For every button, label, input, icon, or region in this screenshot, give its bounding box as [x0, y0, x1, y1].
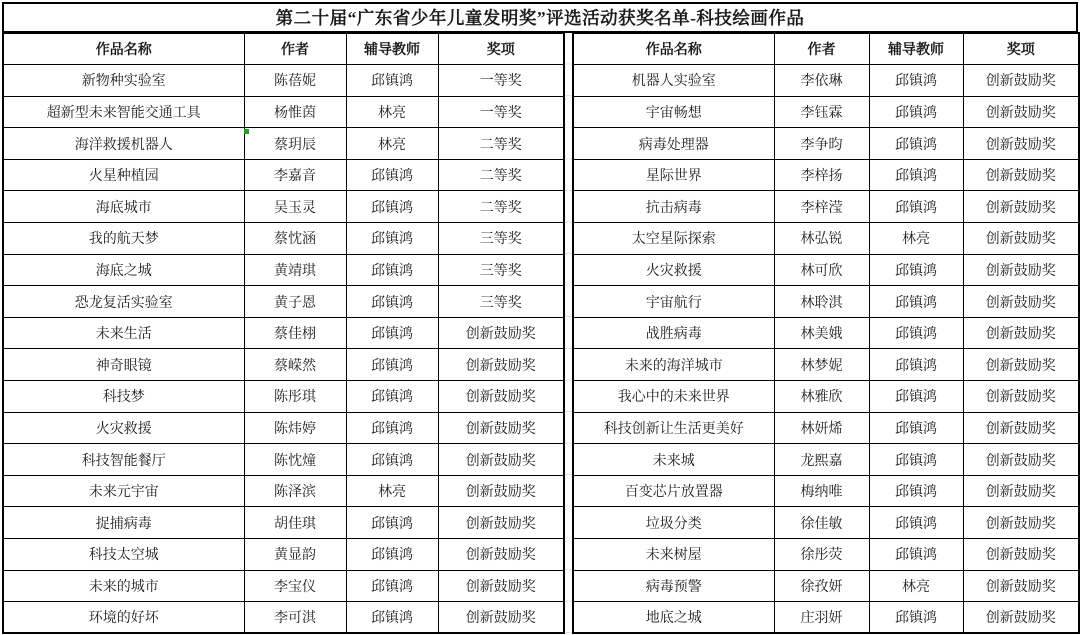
teacher-cell: 邱镇鸿	[346, 602, 438, 634]
teacher-cell: 林亮	[869, 223, 963, 255]
author-cell: 蔡玥辰	[244, 128, 346, 160]
table-row	[3, 223, 564, 255]
teacher-cell: 邱镇鸿	[346, 254, 438, 286]
author-cell: 蔡佳栩	[244, 317, 346, 349]
award-cell: 三等奖	[438, 286, 564, 318]
work-name-cell: 机器人实验室	[573, 65, 774, 97]
award-cell: 一等奖	[438, 96, 564, 128]
column-header-award: 奖项	[963, 33, 1079, 65]
author-cell: 杨惟茵	[244, 96, 346, 128]
work-name-cell: 海底之城	[3, 254, 244, 286]
author-cell: 黄子恩	[244, 286, 346, 318]
table-row	[573, 444, 1079, 476]
teacher-cell: 邱镇鸿	[346, 223, 438, 255]
header-row	[3, 33, 564, 65]
work-name-cell: 未来树屋	[573, 539, 774, 571]
author-cell: 胡佳琪	[244, 507, 346, 539]
table-row	[573, 412, 1079, 444]
teacher-cell: 邱镇鸿	[346, 507, 438, 539]
work-name-cell: 神奇眼镜	[3, 349, 244, 381]
awards-table-right	[572, 32, 1080, 634]
cell-note-marker	[244, 129, 249, 134]
author-cell: 林聆淇	[774, 286, 869, 318]
teacher-cell: 邱镇鸿	[869, 507, 963, 539]
award-cell: 创新鼓励奖	[963, 349, 1079, 381]
award-cell: 创新鼓励奖	[438, 570, 564, 602]
work-name-cell: 百变芯片放置器	[573, 475, 774, 507]
work-name-cell: 科技梦	[3, 381, 244, 413]
teacher-cell: 邱镇鸿	[869, 65, 963, 97]
author-cell: 蔡嵘然	[244, 349, 346, 381]
author-cell: 林可欣	[774, 254, 869, 286]
work-name-cell: 火灾救援	[3, 412, 244, 444]
teacher-cell: 邱镇鸿	[869, 444, 963, 476]
table-row	[573, 65, 1079, 97]
award-cell: 一等奖	[438, 65, 564, 97]
work-name-cell: 恐龙复活实验室	[3, 286, 244, 318]
award-cell: 二等奖	[438, 191, 564, 223]
teacher-cell: 邱镇鸿	[346, 381, 438, 413]
award-cell: 创新鼓励奖	[963, 412, 1079, 444]
table-row	[3, 286, 564, 318]
award-cell: 创新鼓励奖	[438, 349, 564, 381]
author-cell: 李可淇	[244, 602, 346, 634]
work-name-cell: 宇宙航行	[573, 286, 774, 318]
author-cell: 林妍烯	[774, 412, 869, 444]
author-cell: 陈泽滨	[244, 475, 346, 507]
work-name-cell: 未来元宇宙	[3, 475, 244, 507]
award-cell: 创新鼓励奖	[963, 475, 1079, 507]
column-header-author: 作者	[774, 33, 869, 65]
award-cell: 创新鼓励奖	[963, 507, 1079, 539]
teacher-cell: 邱镇鸿	[869, 159, 963, 191]
award-cell: 创新鼓励奖	[438, 444, 564, 476]
award-cell: 创新鼓励奖	[438, 602, 564, 634]
table-row	[573, 128, 1079, 160]
award-cell: 创新鼓励奖	[963, 96, 1079, 128]
work-name-cell: 科技太空城	[3, 539, 244, 571]
teacher-cell: 邱镇鸿	[869, 539, 963, 571]
table-row	[3, 96, 564, 128]
teacher-cell: 邱镇鸿	[346, 349, 438, 381]
awards-table-left	[2, 32, 565, 634]
work-name-cell: 未来城	[573, 444, 774, 476]
teacher-cell: 邱镇鸿	[346, 570, 438, 602]
work-name-cell: 科技智能餐厅	[3, 444, 244, 476]
column-header-award: 奖项	[438, 33, 564, 65]
table-row	[3, 444, 564, 476]
award-cell: 创新鼓励奖	[963, 159, 1079, 191]
author-cell: 李嘉音	[244, 159, 346, 191]
teacher-cell: 邱镇鸿	[346, 444, 438, 476]
author-cell: 陈彤琪	[244, 381, 346, 413]
author-cell: 李梓扬	[774, 159, 869, 191]
award-cell: 三等奖	[438, 254, 564, 286]
author-cell: 庄羽妍	[774, 602, 869, 634]
work-name-cell: 我心中的未来世界	[573, 381, 774, 413]
table-row	[3, 412, 564, 444]
teacher-cell: 邱镇鸿	[869, 191, 963, 223]
work-name-cell: 未来的城市	[3, 570, 244, 602]
award-cell: 创新鼓励奖	[963, 223, 1079, 255]
table-row	[573, 475, 1079, 507]
work-name-cell: 未来生活	[3, 317, 244, 349]
table-row	[3, 349, 564, 381]
table-row	[573, 507, 1079, 539]
award-cell: 创新鼓励奖	[963, 65, 1079, 97]
table-row	[573, 159, 1079, 191]
award-cell: 二等奖	[438, 128, 564, 160]
table-row	[3, 475, 564, 507]
teacher-cell: 邱镇鸿	[869, 317, 963, 349]
author-cell: 李梓滢	[774, 191, 869, 223]
table-row	[573, 349, 1079, 381]
work-name-cell: 太空星际探索	[573, 223, 774, 255]
award-cell: 创新鼓励奖	[438, 317, 564, 349]
teacher-cell: 林亮	[346, 475, 438, 507]
work-name-cell: 我的航天梦	[3, 223, 244, 255]
award-cell: 创新鼓励奖	[438, 507, 564, 539]
award-cell: 创新鼓励奖	[438, 412, 564, 444]
teacher-cell: 邱镇鸿	[869, 475, 963, 507]
column-header-teacher: 辅导教师	[346, 33, 438, 65]
author-cell: 徐佳敏	[774, 507, 869, 539]
teacher-cell: 邱镇鸿	[346, 65, 438, 97]
table-row	[573, 286, 1079, 318]
work-name-cell: 星际世界	[573, 159, 774, 191]
work-name-cell: 海洋救援机器人	[3, 128, 244, 160]
teacher-cell: 林亮	[869, 570, 963, 602]
author-cell: 李依琳	[774, 65, 869, 97]
author-cell: 陈蓓妮	[244, 65, 346, 97]
author-cell: 李宝仪	[244, 570, 346, 602]
author-cell: 徐孜妍	[774, 570, 869, 602]
author-cell: 梅纳唯	[774, 475, 869, 507]
teacher-cell: 邱镇鸿	[869, 286, 963, 318]
author-cell: 蔡忱涵	[244, 223, 346, 255]
teacher-cell: 邱镇鸿	[869, 128, 963, 160]
header-row	[573, 33, 1079, 65]
author-cell: 李争昀	[774, 128, 869, 160]
award-cell: 创新鼓励奖	[963, 602, 1079, 634]
work-name-cell: 病毒处理器	[573, 128, 774, 160]
award-cell: 创新鼓励奖	[963, 254, 1079, 286]
table-row	[573, 381, 1079, 413]
table-row	[3, 602, 564, 634]
work-name-cell: 海底城市	[3, 191, 244, 223]
table-row	[573, 570, 1079, 602]
author-cell: 黄显韵	[244, 539, 346, 571]
work-name-cell: 宇宙畅想	[573, 96, 774, 128]
award-cell: 创新鼓励奖	[963, 570, 1079, 602]
table-row	[3, 507, 564, 539]
award-cell: 创新鼓励奖	[438, 539, 564, 571]
table-body-left	[3, 65, 564, 634]
award-cell: 创新鼓励奖	[963, 444, 1079, 476]
author-cell: 林梦妮	[774, 349, 869, 381]
table-row	[3, 159, 564, 191]
award-cell: 创新鼓励奖	[963, 381, 1079, 413]
teacher-cell: 邱镇鸿	[346, 159, 438, 191]
table-row	[3, 570, 564, 602]
table-row	[3, 191, 564, 223]
column-header-teacher: 辅导教师	[869, 33, 963, 65]
author-cell: 林雅欣	[774, 381, 869, 413]
table-row	[3, 65, 564, 97]
page-title: 第二十届“广东省少年儿童发明奖”评选活动获奖名单-科技绘画作品	[2, 2, 1078, 33]
author-cell: 陈炜婷	[244, 412, 346, 444]
author-cell: 林美娥	[774, 317, 869, 349]
teacher-cell: 邱镇鸿	[869, 602, 963, 634]
work-name-cell: 捉捕病毒	[3, 507, 244, 539]
work-name-cell: 垃圾分类	[573, 507, 774, 539]
author-cell: 陈忱燑	[244, 444, 346, 476]
teacher-cell: 林亮	[346, 96, 438, 128]
table-body-right	[573, 65, 1079, 634]
award-cell: 创新鼓励奖	[963, 539, 1079, 571]
work-name-cell: 科技创新让生活更美好	[573, 412, 774, 444]
table-row	[3, 128, 564, 160]
award-cell: 创新鼓励奖	[963, 128, 1079, 160]
teacher-cell: 邱镇鸿	[346, 191, 438, 223]
table-row	[3, 539, 564, 571]
table-row	[573, 191, 1079, 223]
work-name-cell: 病毒预警	[573, 570, 774, 602]
award-cell: 二等奖	[438, 159, 564, 191]
teacher-cell: 邱镇鸿	[869, 381, 963, 413]
work-name-cell: 战胜病毒	[573, 317, 774, 349]
teacher-cell: 邱镇鸿	[346, 317, 438, 349]
work-name-cell: 抗击病毒	[573, 191, 774, 223]
column-header-author: 作者	[244, 33, 346, 65]
award-cell: 创新鼓励奖	[963, 317, 1079, 349]
table-row	[573, 602, 1079, 634]
author-cell: 吴玉灵	[244, 191, 346, 223]
author-cell: 李钰霖	[774, 96, 869, 128]
author-cell: 林弘锐	[774, 223, 869, 255]
table-row	[573, 223, 1079, 255]
award-cell: 创新鼓励奖	[438, 475, 564, 507]
award-cell: 创新鼓励奖	[963, 191, 1079, 223]
award-cell: 三等奖	[438, 223, 564, 255]
teacher-cell: 邱镇鸿	[346, 539, 438, 571]
work-name-cell: 未来的海洋城市	[573, 349, 774, 381]
teacher-cell: 邱镇鸿	[869, 349, 963, 381]
work-name-cell: 超新型未来智能交通工具	[3, 96, 244, 128]
teacher-cell: 邱镇鸿	[869, 96, 963, 128]
table-row	[573, 539, 1079, 571]
table-row	[573, 254, 1079, 286]
teacher-cell: 邱镇鸿	[869, 254, 963, 286]
author-cell: 徐彤荧	[774, 539, 869, 571]
teacher-cell: 邱镇鸿	[869, 412, 963, 444]
award-cell: 创新鼓励奖	[438, 381, 564, 413]
teacher-cell: 邱镇鸿	[346, 412, 438, 444]
table-row	[3, 254, 564, 286]
author-cell: 黄靖琪	[244, 254, 346, 286]
work-name-cell: 地底之城	[573, 602, 774, 634]
table-row	[573, 317, 1079, 349]
column-header-work: 作品名称	[3, 33, 244, 65]
author-cell: 龙熙嘉	[774, 444, 869, 476]
table-row	[3, 381, 564, 413]
table-row	[573, 96, 1079, 128]
work-name-cell: 环境的好坏	[3, 602, 244, 634]
table-row	[3, 317, 564, 349]
column-header-work: 作品名称	[573, 33, 774, 65]
work-name-cell: 新物种实验室	[3, 65, 244, 97]
work-name-cell: 火灾救援	[573, 254, 774, 286]
teacher-cell: 邱镇鸿	[346, 286, 438, 318]
teacher-cell: 林亮	[346, 128, 438, 160]
work-name-cell: 火星种植园	[3, 159, 244, 191]
award-cell: 创新鼓励奖	[963, 286, 1079, 318]
